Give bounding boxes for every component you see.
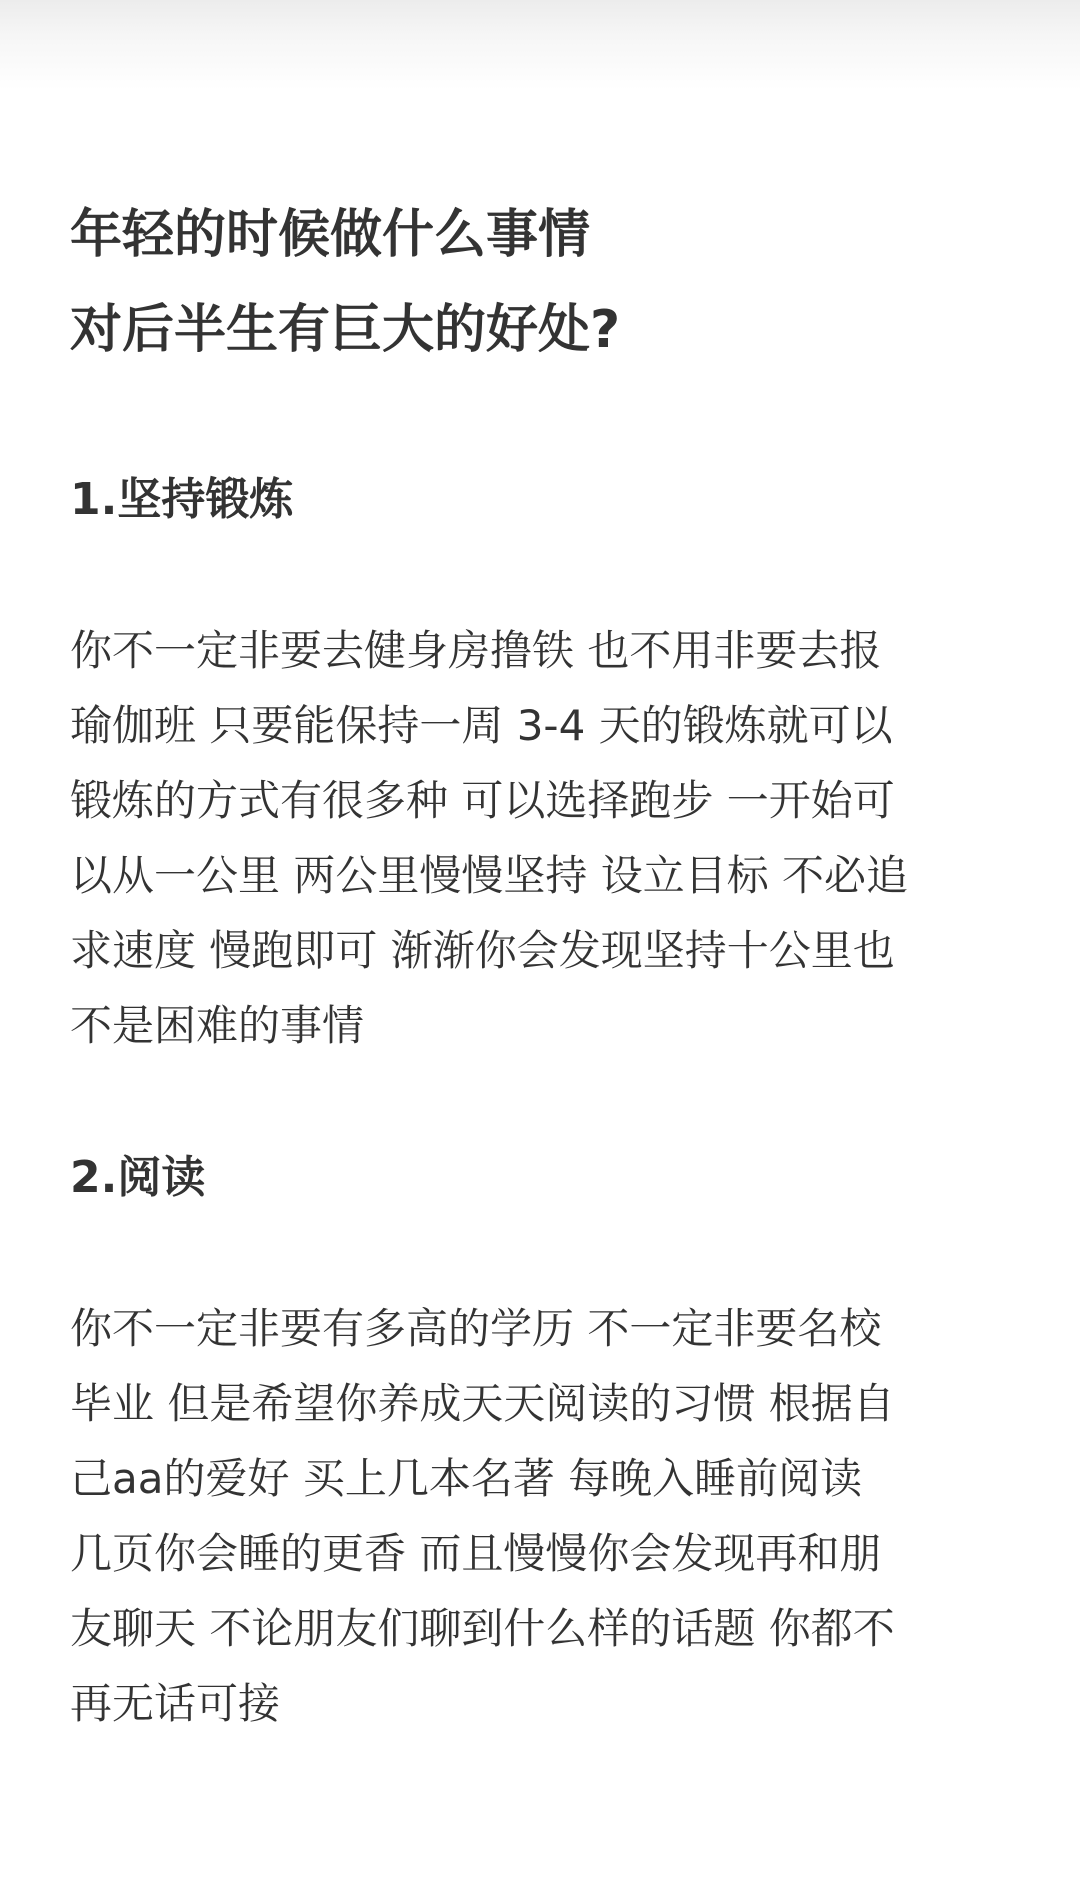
- title-line-2: 对后半生有巨大的好处?: [70, 300, 621, 360]
- exercise-text-line: 瑜伽班 只要能保持一周 3-4 天的锻炼就可以: [70, 701, 893, 750]
- exercise-text-line: 求速度 慢跑即可 渐渐你会发现坚持十公里也: [70, 926, 895, 975]
- exercise-text-line: 以从一公里 两公里慢慢坚持 设立目标 不必追: [70, 851, 909, 900]
- top-shadow: [0, 0, 1080, 90]
- reading-text-line: 毕业 但是希望你养成天天阅读的习惯 根据自: [70, 1379, 895, 1428]
- reading-text-line: 几页你会睡的更香 而且慢慢你会发现再和朋: [70, 1529, 882, 1578]
- exercise-text-line: 你不一定非要去健身房撸铁 也不用非要去报: [70, 626, 882, 675]
- exercise-text-line: 锻炼的方式有很多种 可以选择跑步 一开始可: [70, 776, 895, 825]
- reading-text-line: 友聊天 不论朋友们聊到什么样的话题 你都不: [70, 1604, 895, 1653]
- reading-text-line: 己aa的爱好 买上几本名著 每晚入睡前阅读: [70, 1454, 863, 1503]
- section-heading-reading: 2.阅读: [70, 1152, 206, 1203]
- reading-text-line: 你不一定非要有多高的学历 不一定非要名校: [70, 1304, 882, 1353]
- exercise-text-line: 不是困难的事情: [70, 1001, 365, 1050]
- section-heading-exercise: 1.坚持锻炼: [70, 474, 294, 525]
- reading-text-line: 再无话可接: [70, 1679, 281, 1728]
- title-line-1: 年轻的时候做什么事情: [70, 205, 591, 265]
